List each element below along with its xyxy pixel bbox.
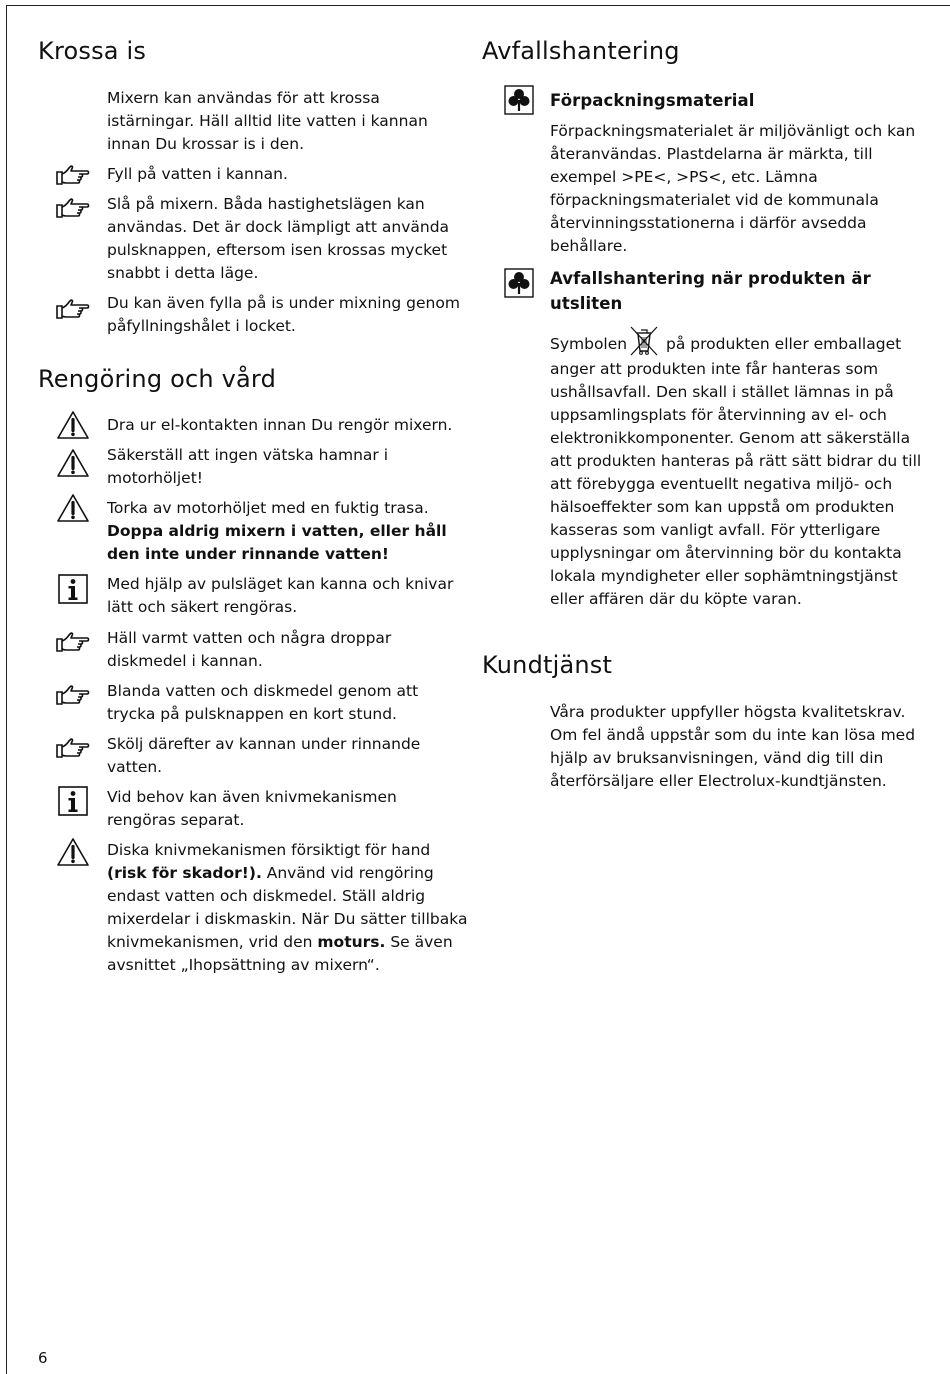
pointing-hand-icon	[56, 736, 90, 764]
rengoring-item-text: Vid behov kan även knivmekanismen rengöras separat.	[107, 788, 397, 829]
clover-recycling-icon	[504, 85, 534, 115]
forpackning-text: Förpackningsmaterialet är miljövänligt och kan återanvändas. Plastdelarna är märkta, till exempel >PE<, >PS<, etc. Lämna förpackningsmaterialet vid de kommunala återvinningsstationerna i därför avsedda behållare.	[550, 122, 916, 255]
warning-icon	[56, 448, 90, 476]
utsliten-text	[550, 324, 922, 611]
crossed-out-bin-icon	[627, 324, 661, 358]
pointing-hand-icon	[56, 630, 90, 658]
krossa-intro: Mixern kan användas för att krossa istärningar. Häll alltid lite vatten i kannan innan Du krossar is i den.	[107, 89, 428, 153]
rengoring-item-text	[107, 497, 468, 566]
item-bold-text: moturs.	[317, 933, 386, 951]
item-bold-text: Doppa aldrig mixern i vatten, eller håll den inte under rinnande vatten!	[107, 522, 447, 563]
pointing-hand-icon	[56, 196, 90, 224]
item-text: Torka av motorhöljet med en fuktig trasa.	[107, 499, 429, 517]
item-text: Använd vid rengöring endast vatten och diskmedel. Ställ aldrig mixerdelar i diskmaskin. När Du sätter tillbaka knivmekanismen, vrid den	[107, 864, 468, 951]
rengoring-item-text: Blanda vatten och diskmedel genom att trycka på pulsknappen en kort stund.	[107, 682, 419, 723]
utsliten-body-text: på produkten eller emballaget anger att produkten inte får hanteras som ushållsavfall. Den skall i stället lämnas in på uppsamlingsplats för återvinning av el- och elektronikkomponenter. Genom att säkerställa att produkten hanteras på rätt sätt bidrar du till att förebygga eventuellt negativa miljö- och hälsoeffekter som kan uppstå om produkten kasseras som vanligt avfall. För ytterligare upplysningar om återvinning bör du kontakta lokala myndigheter eller sophämtningstjänst eller affären där du köpte varan.	[550, 335, 922, 608]
info-icon	[58, 786, 92, 814]
rengoring-item-text: Säkerställ att ingen vätska hamnar i motorhöljet!	[107, 446, 388, 487]
rengoring-item-text: Dra ur el-kontakten innan Du rengör mixern.	[107, 416, 453, 434]
krossa-step-text: Fyll på vatten i kannan.	[107, 165, 288, 183]
utsliten-title: Avfallshantering när produkten är utsliten	[550, 269, 871, 313]
rengoring-item-text: Med hjälp av pulsläget kan kanna och knivar lätt och säkert rengöras.	[107, 575, 454, 616]
krossa-step-text: Slå på mixern. Båda hastighetslägen kan användas. Det är dock lämpligt att använda pulsknappen, eftersom isen krossas mycket snabbt i detta läge.	[107, 195, 450, 282]
krossa-step-text: Du kan även fylla på is under mixning genom påfyllningshålet i locket.	[107, 294, 460, 335]
utsliten-pre-text: Symbolen	[550, 335, 628, 353]
warning-icon	[56, 493, 90, 521]
page-border-left	[6, 5, 7, 1374]
forpackning-title: Förpackningsmaterial	[550, 91, 755, 110]
info-icon	[58, 574, 92, 602]
clover-recycling-icon	[504, 268, 534, 298]
rengoring-heading: Rengöring och vård	[38, 365, 277, 393]
pointing-hand-icon	[56, 683, 90, 711]
pointing-hand-icon	[56, 297, 90, 325]
rengoring-item-text: Skölj därefter av kannan under rinnande vatten.	[107, 735, 421, 776]
warning-icon	[56, 410, 90, 438]
item-text: Se även avsnittet „Ihopsättning av mixern“.	[107, 933, 453, 974]
krossa-heading: Krossa is	[38, 37, 147, 65]
rengoring-item-text	[107, 839, 468, 977]
item-text: Diska knivmekanismen försiktigt för hand	[107, 841, 431, 859]
page-border-top	[6, 5, 950, 6]
kund-text: Våra produkter uppfyller högsta kvalitetskrav. Om fel ändå uppstår som du inte kan lösa med hjälp av bruksanvisningen, vänd dig till din återförsäljare eller Electrolux-kundtjänsten.	[550, 703, 916, 790]
pointing-hand-icon	[56, 163, 90, 191]
page-number: 6	[38, 1349, 48, 1367]
rengoring-item-text: Häll varmt vatten och några droppar diskmedel i kannan.	[107, 629, 392, 670]
avfall-heading: Avfallshantering	[482, 37, 680, 65]
kund-heading: Kundtjänst	[482, 651, 613, 679]
warning-icon	[56, 837, 90, 865]
item-bold-text: (risk för skador!).	[107, 864, 262, 882]
